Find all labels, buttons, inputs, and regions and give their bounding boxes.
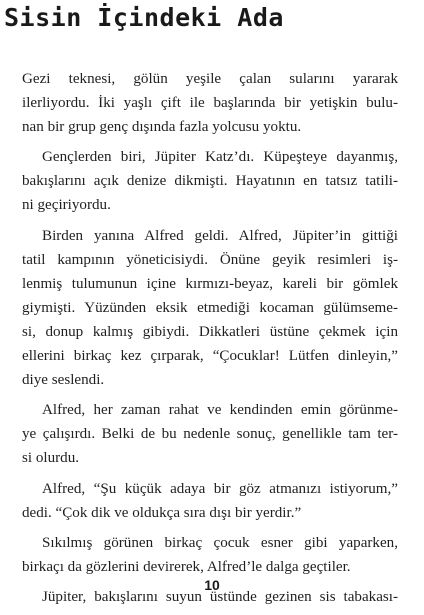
text-line: bakışlarını açık denize dikmişti. Hayatının en tatsız tatili- (22, 173, 398, 190)
text-line: birkaçı da gözlerini devirerek, Alfred’le dalga geçtiler. (22, 558, 351, 575)
text-line: Sıkılmış görünen birkaç çocuk esner gibi yaparken, (42, 534, 398, 551)
paragraph (22, 531, 398, 579)
text-line: ellerini birkaç kez çırparak, “Çocuklar! Lütfen dinleyin,” (22, 348, 398, 365)
paragraph (22, 477, 398, 525)
text-line: si olurdu. (22, 450, 80, 467)
text-line: si, donup kalmış gibiydi. Dikkatleri üstüne çekmek için (22, 323, 398, 340)
page-number: 10 (204, 577, 220, 593)
text-line: lenmiş tulumunun içine kırmızı-beyaz, kareli bir gömlek (22, 275, 398, 292)
paragraph (22, 67, 398, 139)
text-line: giymişti. Yüzünden eksik etmediği kocaman gülümseme- (22, 299, 398, 316)
text-line: Jüpiter, bakışlarını suyun üstünde gezinen sis tabakası- (42, 588, 398, 605)
text-line: Gençlerden biri, Jüpiter Katz’dı. Küpeşteye dayanmış, (42, 149, 398, 166)
text-line: dedi. “Çok dik ve oldukça sıra dışı bir yerdir.” (22, 504, 302, 521)
chapter-title: Sisin İçindeki Ada (4, 3, 284, 32)
text-line: Gezi teknesi, gölün yeşile çalan sularını yararak (22, 71, 398, 87)
text-line: Alfred, “Şu küçük adaya bir göz atmanızı istiyorum,” (42, 480, 398, 497)
text-line: tatil kampının yöneticisiydi. Önüne geyik resimleri iş- (22, 251, 398, 268)
paragraph (22, 145, 398, 217)
text-line: diye seslendi. (22, 372, 105, 389)
paragraph (22, 224, 398, 393)
text-line: Birden yanına Alfred geldi. Alfred, Jüpiter’in gittiği (42, 227, 398, 244)
text-line: ilerliyordu. İki yaşlı çift ile başlarında bir yetişkin bulu- (22, 95, 398, 112)
text-line: ni geçiriyordu. (22, 197, 111, 214)
text-line: ye çalışırdı. Belki de bu nedenle sonuç, genellikle tam ter- (22, 426, 398, 443)
body-text (22, 67, 398, 615)
text-line: nan bir grup genç dışında fazla yolcusu yoktu. (22, 119, 302, 136)
text-line: Alfred, her zaman rahat ve kendinden emin görünme- (42, 402, 398, 419)
paragraph (22, 398, 398, 470)
